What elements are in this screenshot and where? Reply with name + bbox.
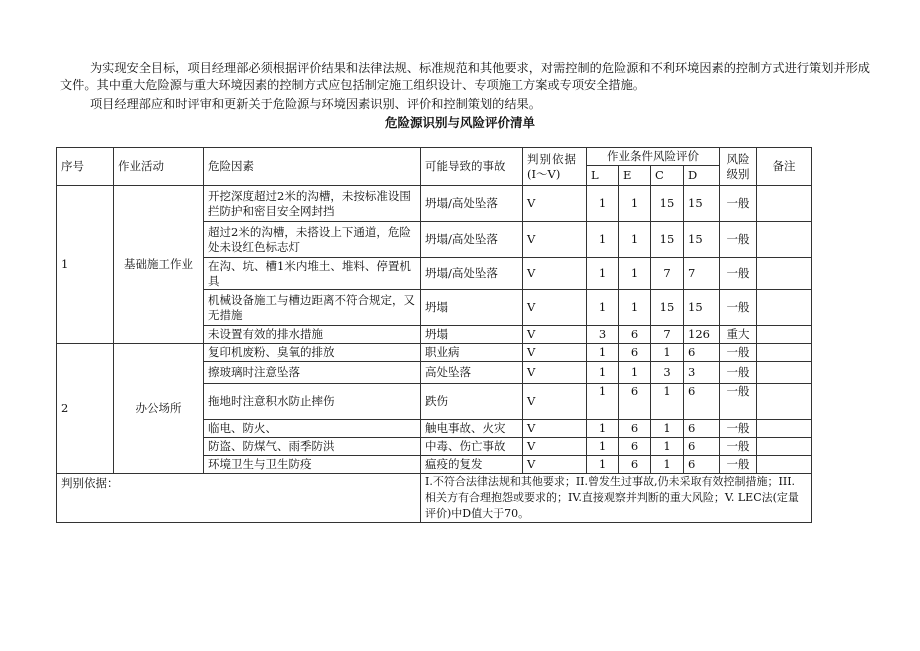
D-cell: 6 [684, 438, 720, 456]
L-cell: 1 [587, 258, 619, 290]
E-cell: 1 [619, 222, 651, 258]
D-cell: 6 [684, 384, 720, 420]
basis-cell: V [523, 456, 587, 474]
footer-row [57, 474, 812, 523]
accident-cell: 坍塌/高处坠落 [421, 258, 523, 290]
header-basis-label: 判别依据 [527, 151, 577, 166]
E-cell: 6 [619, 438, 651, 456]
D-cell: 6 [684, 420, 720, 438]
accident-cell: 坍塌/高处坠落 [421, 222, 523, 258]
intro-paragraph-1: 为实现安全目标，项目经理部必须根据评价结果和法律法规、标准规范和其他要求，对需控制的危险源和不利环境因素的控制方式进行策划并形成文件。其中重大危险源与重大环境因素的控制方式应包括制定施工组织设计、专项施工方案或专项安全措施。 [60, 61, 870, 92]
L-cell: 1 [587, 420, 619, 438]
note-cell [757, 290, 812, 326]
accident-cell: 高处坠落 [421, 362, 523, 384]
hazard-cell: 超过2米的沟槽，未搭设上下通道，危险处未设红色标志灯 [204, 222, 421, 258]
hazard-cell: 未设置有效的排水措施 [204, 326, 421, 344]
hazard-cell: 拖地时注意积水防止摔伤 [204, 384, 421, 420]
E-cell: 6 [619, 456, 651, 474]
header-note: 备注 [757, 148, 812, 186]
C-cell: 1 [651, 344, 684, 362]
hazard-cell: 机械设备施工与槽边距离不符合规定，又无措施 [204, 290, 421, 326]
C-cell: 1 [651, 456, 684, 474]
footer-text: I.不符合法律法规和其他要求；II.曾发生过事故,仍未采取有效控制措施；III. 相关方有合理抱怨或要求的；IV.直接观察并判断的重大风险；V. LEC法(定量评价)中D值大于70。 [421, 474, 812, 523]
accident-cell: 触电事故、火灾 [421, 420, 523, 438]
group-activity: 基础施工作业 [114, 186, 204, 344]
basis-cell: V [523, 384, 587, 420]
L-cell: 1 [587, 344, 619, 362]
L-cell: 1 [587, 186, 619, 222]
D-cell: 15 [684, 222, 720, 258]
hazard-cell: 防盗、防煤气、雨季防洪 [204, 438, 421, 456]
C-cell: 7 [651, 326, 684, 344]
C-cell: 15 [651, 290, 684, 326]
accident-cell: 瘟疫的复发 [421, 456, 523, 474]
hazard-cell: 擦玻璃时注意坠落 [204, 362, 421, 384]
hazard-cell: 复印机废粉、臭氧的排放 [204, 344, 421, 362]
accident-cell: 职业病 [421, 344, 523, 362]
table-row [57, 186, 812, 222]
header-level: 风险级别 [720, 148, 757, 186]
C-cell: 3 [651, 362, 684, 384]
accident-cell: 坍塌 [421, 326, 523, 344]
header-C: C [651, 166, 684, 186]
level-cell: 一般 [720, 456, 757, 474]
C-cell: 7 [651, 258, 684, 290]
header-D: D [684, 166, 720, 186]
D-cell: 7 [684, 258, 720, 290]
C-cell: 1 [651, 420, 684, 438]
basis-cell: V [523, 344, 587, 362]
header-E: E [619, 166, 651, 186]
C-cell: 15 [651, 186, 684, 222]
basis-cell: V [523, 290, 587, 326]
D-cell: 3 [684, 362, 720, 384]
table-title: 危险源识别与风险评价清单 [384, 115, 535, 130]
group-seq: 2 [57, 344, 114, 474]
note-cell [757, 456, 812, 474]
accident-cell: 坍塌/高处坠落 [421, 186, 523, 222]
level-cell: 一般 [720, 420, 757, 438]
basis-cell: V [523, 438, 587, 456]
E-cell: 6 [619, 384, 651, 420]
basis-cell: V [523, 420, 587, 438]
C-cell: 15 [651, 222, 684, 258]
level-cell: 重大 [720, 326, 757, 344]
E-cell: 1 [619, 362, 651, 384]
header-seq: 序号 [57, 148, 114, 186]
note-cell [757, 384, 812, 420]
C-cell: 1 [651, 438, 684, 456]
L-cell: 1 [587, 222, 619, 258]
E-cell: 1 [619, 186, 651, 222]
note-cell [757, 186, 812, 222]
accident-cell: 坍塌 [421, 290, 523, 326]
header-L: L [587, 166, 619, 186]
header-eval: 作业条件风险评价 [587, 148, 720, 166]
group-seq: 1 [57, 186, 114, 344]
level-cell: 一般 [720, 362, 757, 384]
hazard-cell: 环境卫生与卫生防疫 [204, 456, 421, 474]
D-cell: 15 [684, 290, 720, 326]
basis-cell: V [523, 222, 587, 258]
E-cell: 1 [619, 290, 651, 326]
E-cell: 6 [619, 344, 651, 362]
header-basis [523, 148, 587, 186]
D-cell: 15 [684, 186, 720, 222]
E-cell: 1 [619, 258, 651, 290]
hazard-cell: 临电、防火、 [204, 420, 421, 438]
header-hazard: 危险因素 [204, 148, 421, 186]
header-accident: 可能导致的事故 [421, 148, 523, 186]
level-cell: 一般 [720, 222, 757, 258]
D-cell: 126 [684, 326, 720, 344]
level-cell: 一般 [720, 186, 757, 222]
hazard-cell: 在沟、坑、槽1米内堆土、堆料、停置机具 [204, 258, 421, 290]
level-cell: 一般 [720, 438, 757, 456]
note-cell [757, 222, 812, 258]
note-cell [757, 362, 812, 384]
hazard-cell: 开挖深度超过2米的沟槽，未按标准设围拦防护和密目安全网封挡 [204, 186, 421, 222]
intro-paragraph-2: 项目经理部应和时评审和更新关于危险源与环境因素识别、评价和控制策划的结果。 [90, 97, 541, 111]
E-cell: 6 [619, 420, 651, 438]
level-cell: 一般 [720, 384, 757, 420]
basis-cell: V [523, 326, 587, 344]
L-cell: 1 [587, 456, 619, 474]
D-cell: 6 [684, 344, 720, 362]
accident-cell: 中毒、伤亡事故 [421, 438, 523, 456]
basis-cell: V [523, 362, 587, 384]
group-activity: 办公场所 [114, 344, 204, 474]
D-cell: 6 [684, 456, 720, 474]
hazard-risk-table [56, 147, 812, 523]
table-row [57, 344, 812, 362]
level-cell: 一般 [720, 258, 757, 290]
level-cell: 一般 [720, 290, 757, 326]
L-cell: 1 [587, 438, 619, 456]
L-cell: 1 [587, 290, 619, 326]
basis-cell: V [523, 258, 587, 290]
E-cell: 6 [619, 326, 651, 344]
basis-cell: V [523, 186, 587, 222]
L-cell: 3 [587, 326, 619, 344]
footer-label: 判别依据： [57, 474, 421, 523]
C-cell: 1 [651, 384, 684, 420]
note-cell [757, 438, 812, 456]
L-cell: 1 [587, 362, 619, 384]
accident-cell: 跌伤 [421, 384, 523, 420]
L-cell: 1 [587, 384, 619, 420]
note-cell [757, 344, 812, 362]
level-cell: 一般 [720, 344, 757, 362]
note-cell [757, 258, 812, 290]
header-activity: 作业活动 [114, 148, 204, 186]
header-basis-range: (I～V) [527, 166, 561, 181]
note-cell [757, 326, 812, 344]
note-cell [757, 420, 812, 438]
